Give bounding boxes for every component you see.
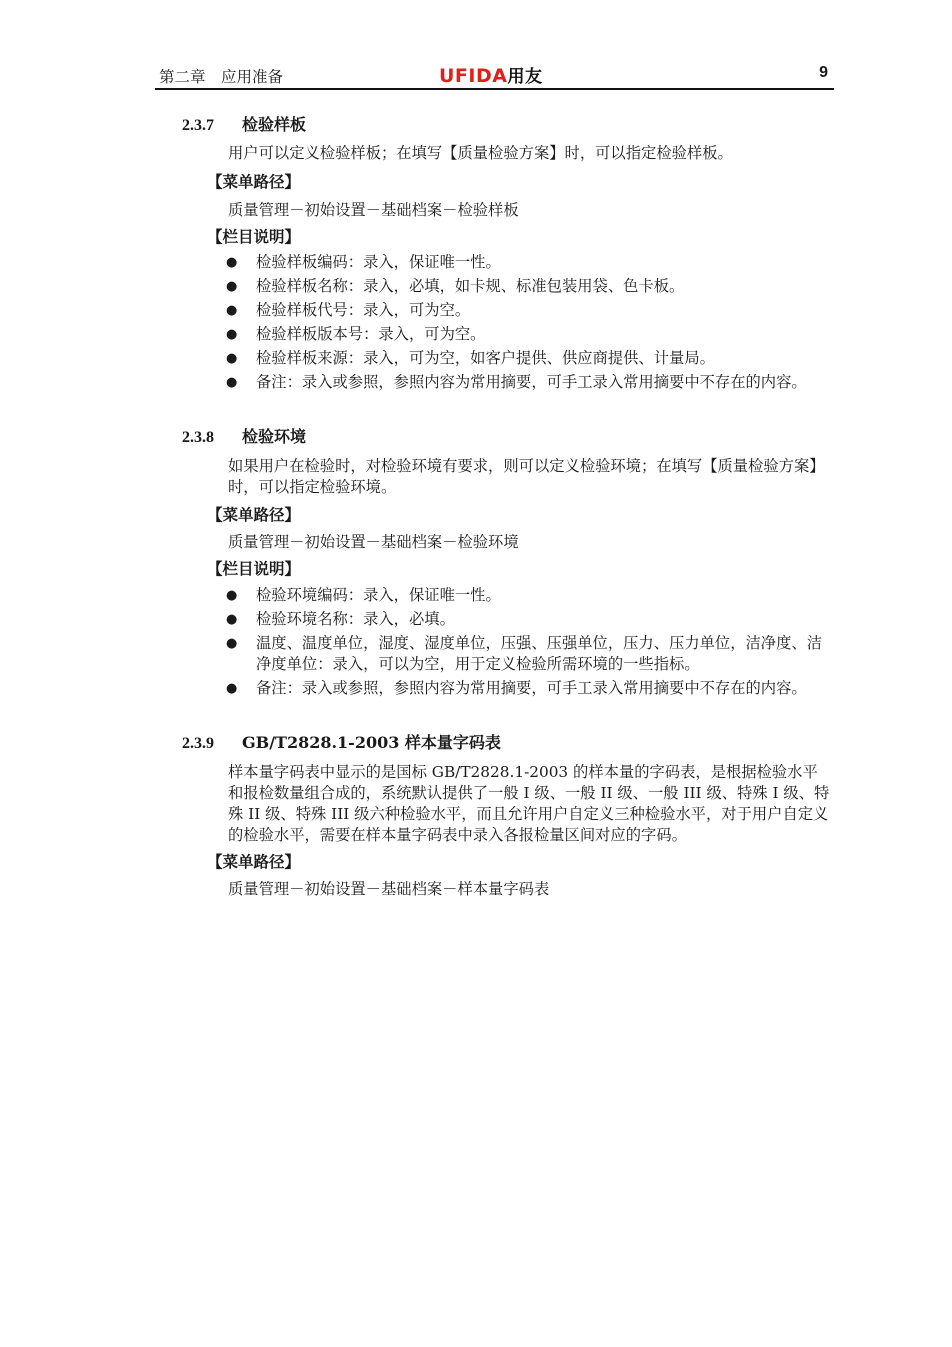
bullet-icon: ●	[226, 279, 238, 294]
column-description-label: 【栏目说明】	[207, 227, 301, 246]
menu-path-label: 【菜单路径】	[207, 852, 301, 871]
bullet-icon: ●	[226, 375, 238, 390]
section-heading: GB/T2828.1-2003 样本量字码表	[242, 733, 501, 752]
section-number: 2.3.8	[182, 429, 214, 446]
bullet-icon: ●	[226, 351, 238, 366]
section-intro: 用户可以定义检验样板；在填写【质量检验方案】时，可以指定检验样板。	[228, 144, 733, 162]
bullet-icon: ●	[226, 612, 238, 627]
section-title-2-3-8	[182, 424, 306, 447]
menu-path: 质量管理－初始设置－基础档案－检验环境	[228, 533, 519, 551]
menu-path: 质量管理－初始设置－基础档案－检验样板	[228, 201, 519, 219]
section-number: 2.3.7	[182, 117, 214, 134]
bullet-icon: ●	[226, 588, 238, 603]
section-heading: 检验样板	[242, 115, 307, 134]
column-description-label: 【栏目说明】	[207, 559, 301, 578]
chapter-title: 第二章 应用准备	[159, 68, 284, 86]
bullet-icon: ●	[226, 303, 238, 318]
ufida-logo	[439, 62, 542, 87]
menu-path: 质量管理－初始设置－基础档案－样本量字码表	[228, 880, 550, 898]
bullet-icon: ●	[226, 681, 238, 696]
page-number: 9	[819, 64, 828, 81]
section-heading: 检验环境	[242, 427, 307, 446]
menu-path-label: 【菜单路径】	[207, 505, 301, 524]
logo-brand: UFIDA	[439, 65, 508, 87]
menu-path-label: 【菜单路径】	[207, 172, 301, 191]
logo-cn: 用友	[507, 67, 543, 87]
section-title-2-3-7	[182, 112, 306, 135]
bullet-icon: ●	[226, 327, 238, 342]
bullet-icon: ●	[226, 636, 238, 651]
section-intro: 样本量字码表中显示的是国标 GB/T2828.1-2003 的样本量的字码表，是根据检验水平和报检数量组合成的，系统默认提供了一般 I 级、一般 II 级、一般 III 级、特殊 I 级、特殊 II 级、特殊 III 级六种检验水平，而且允许用户自定义三种检验水平，对于用户自定义的检验水平，需要在样本量字码表中录入各报检量区间对应的字码。	[228, 763, 830, 844]
section-intro: 如果用户在检验时，对检验环境有要求，则可以定义检验环境；在填写【质量检验方案】时，可以指定检验环境。	[228, 457, 825, 496]
section-number: 2.3.9	[182, 735, 214, 752]
section-title-2-3-9	[182, 730, 501, 753]
bullet-icon: ●	[226, 255, 238, 270]
page-header	[155, 62, 834, 90]
